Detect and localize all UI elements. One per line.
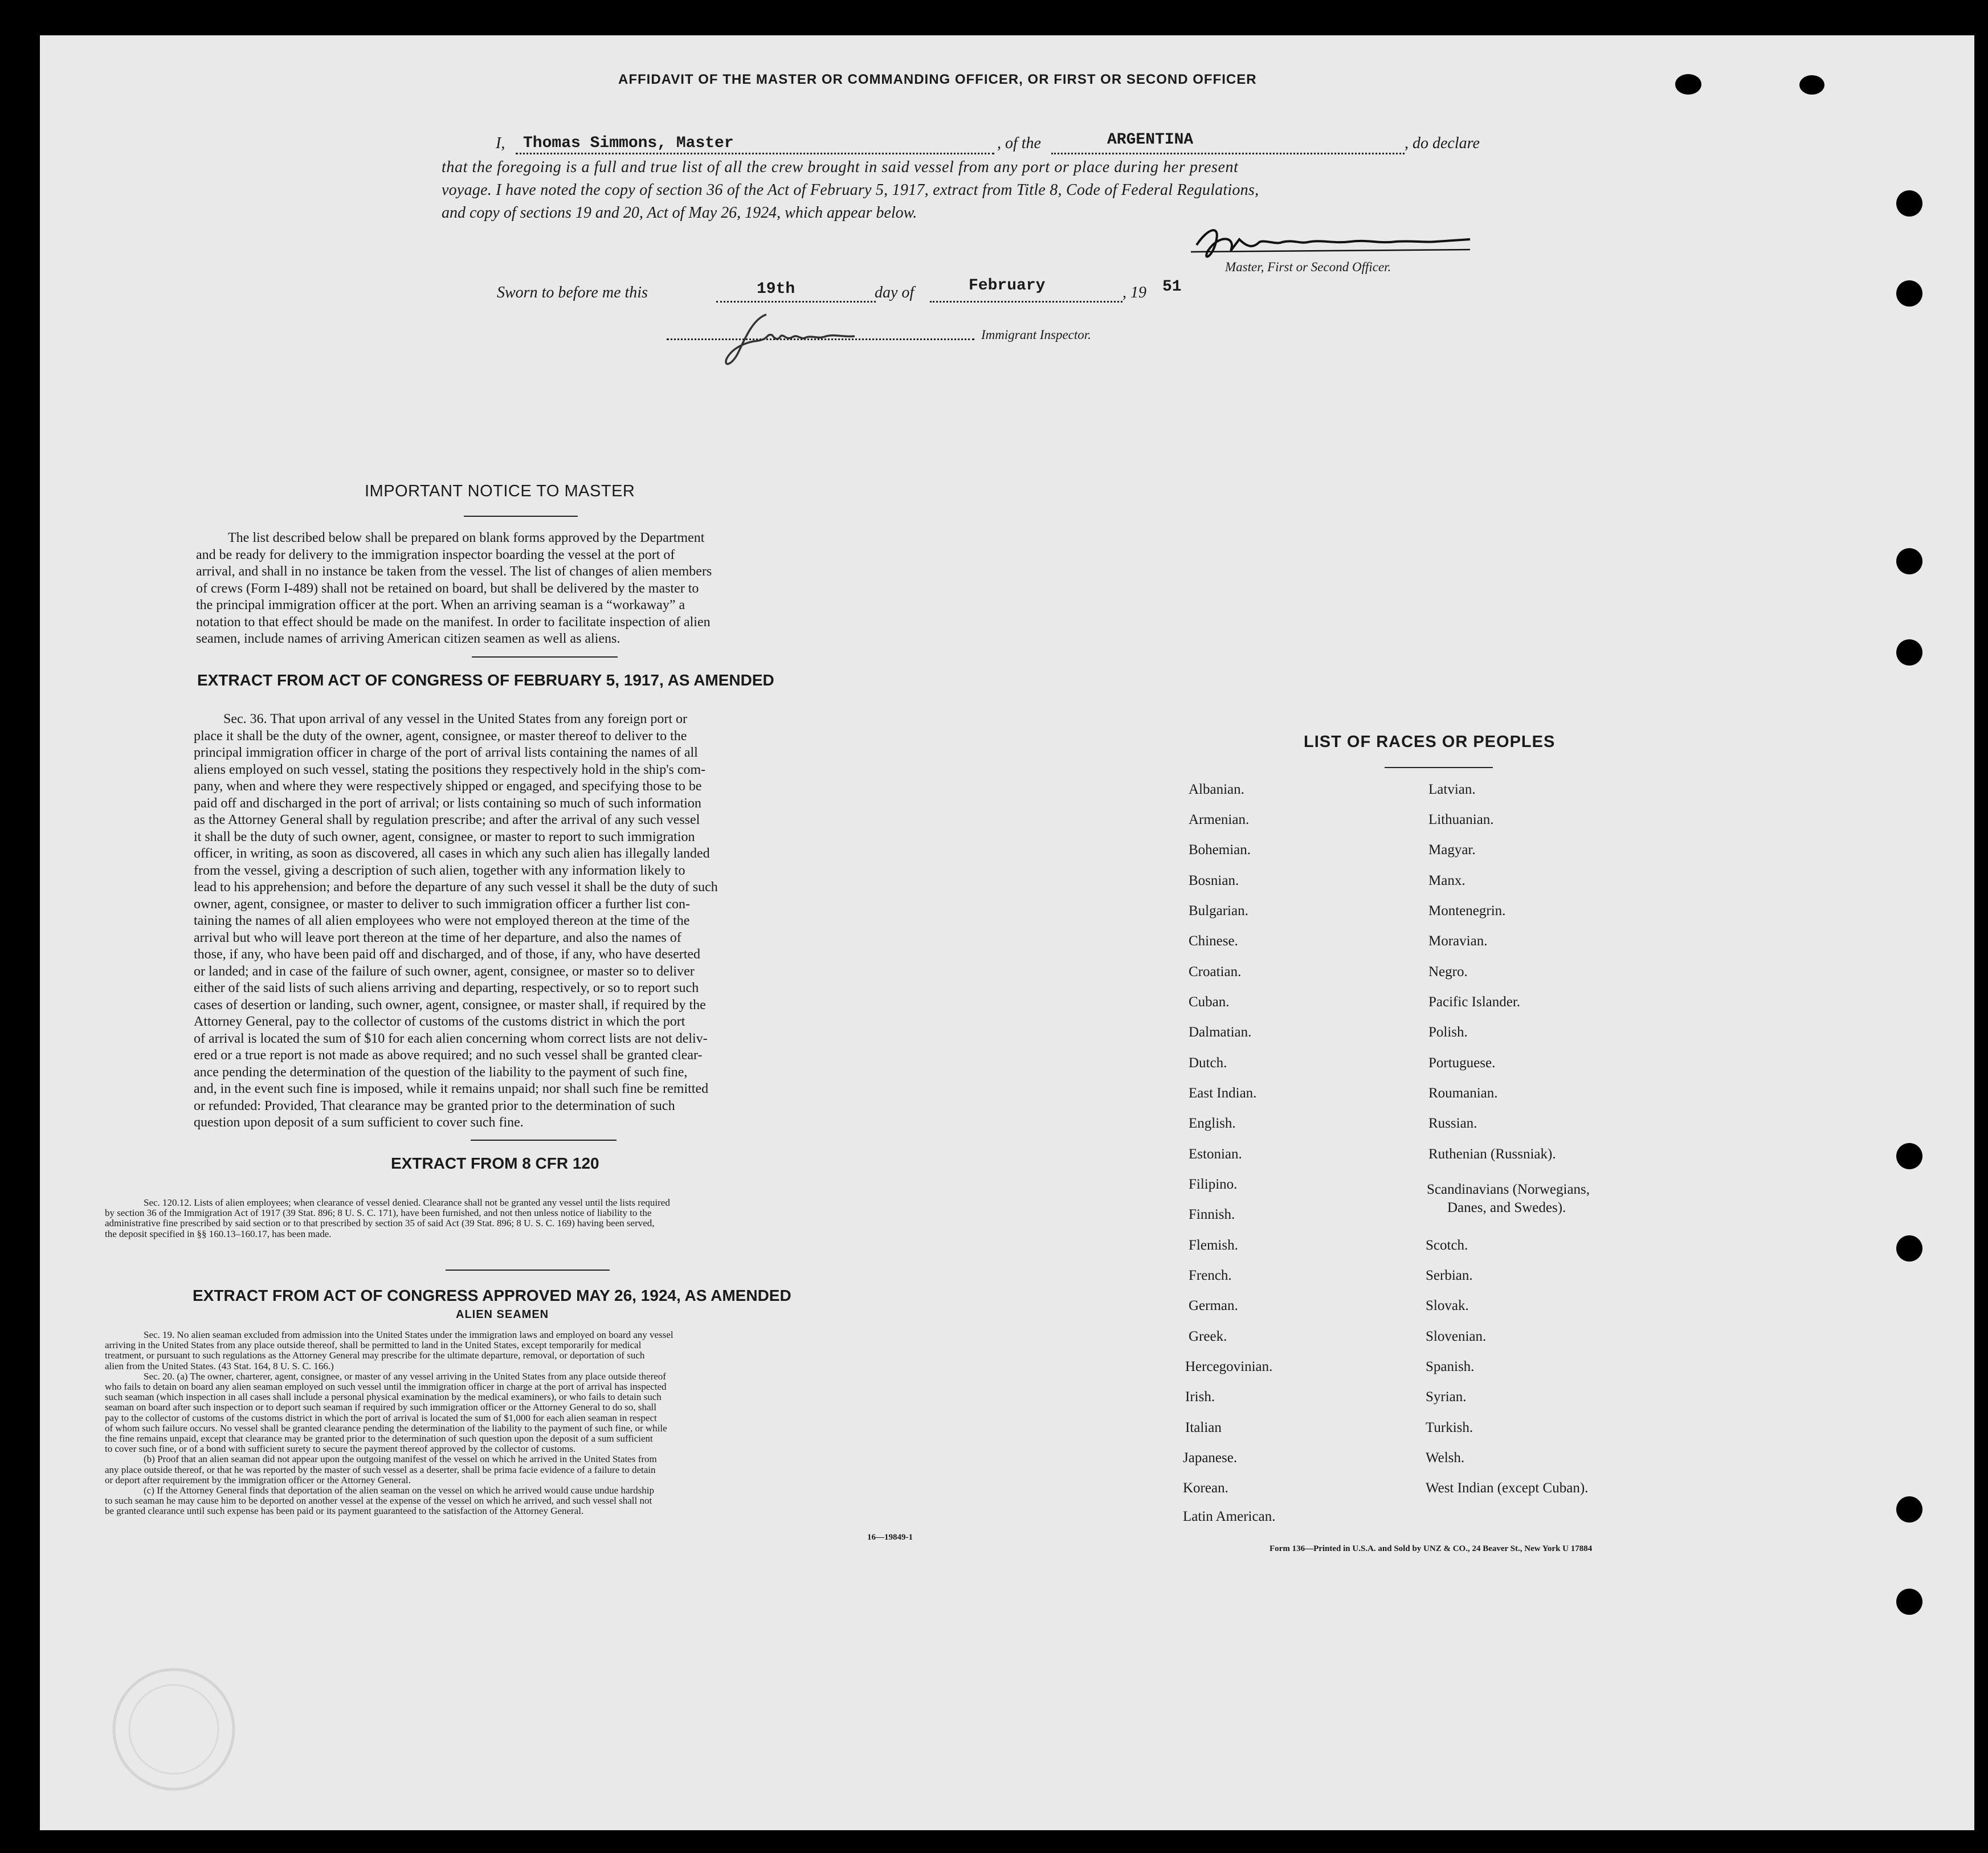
race-item: Latvian.: [1428, 782, 1476, 797]
punch-hole: [1896, 1143, 1922, 1169]
master-name-line: [516, 153, 994, 154]
race-item: Scandinavians (Norwegians,: [1427, 1182, 1590, 1197]
act1917-line: it shall be the duty of such owner, agent, consignee, or master to report to such immigration: [194, 829, 695, 844]
year-field: 51: [1162, 278, 1182, 296]
declare-prefix: I,: [496, 134, 505, 152]
act1917-line: question upon deposit of a sum sufficient to cover such fine.: [194, 1115, 524, 1130]
act1924-line: any place outside thereof, or that he was reported by the master of such vessel as a deserter, shall be prima facie evidence of a failure to detain: [105, 1464, 656, 1475]
cfr-title: EXTRACT FROM 8 CFR 120: [391, 1154, 599, 1172]
act1924-line: alien from the United States. (43 Stat. 164, 8 U. S. C. 166.): [105, 1360, 334, 1372]
act1917-line: Sec. 36. That upon arrival of any vessel in the United States from any foreign port or: [223, 712, 688, 726]
race-item: Montenegrin.: [1428, 903, 1506, 919]
race-item: Danes, and Swedes).: [1447, 1200, 1566, 1215]
act1917-line: or refunded: Provided, That clearance may be granted prior to the determination of such: [194, 1098, 675, 1113]
sworn-prefix: Sworn to before me this: [497, 284, 648, 301]
race-item: Korean.: [1183, 1480, 1228, 1496]
race-item: Japanese.: [1183, 1450, 1238, 1466]
act1917-line: pany, when and where they were respectively shipped or engaged, and specifying those to be: [194, 779, 702, 794]
race-item: Armenian.: [1189, 812, 1250, 827]
act1917-line: or landed; and in case of the failure of such owner, agent, consignee, or master so to deliver: [194, 964, 695, 979]
race-item: Cuban.: [1189, 994, 1230, 1010]
act1924-line: arriving in the United States from any place outside thereof, shall be permitted to land in the United States, except temporarily for medical: [105, 1340, 642, 1351]
race-item: Finnish.: [1189, 1207, 1235, 1222]
of-the-label: , of the: [997, 134, 1041, 152]
notice-line: arrival, and shall in no instance be taken from the vessel. The list of changes of alien members: [196, 564, 712, 579]
punch-hole: [1896, 639, 1922, 666]
punch-hole: [1896, 1496, 1922, 1523]
vessel-name-field: ARGENTINA: [1107, 131, 1194, 149]
act1917-title: EXTRACT FROM ACT OF CONGRESS OF FEBRUARY 5, 1917, AS AMENDED: [197, 671, 774, 689]
act1924-line: (c) If the Attorney General finds that deportation of the alien seaman on the vessel on which he arrived would cause undue hardship: [144, 1485, 654, 1496]
race-item: Syrian.: [1426, 1389, 1467, 1405]
cfr-line: the deposit specified in §§ 160.13–160.17, has been made.: [105, 1228, 332, 1239]
race-item: Flemish.: [1189, 1238, 1238, 1253]
races-title: LIST OF RACES OR PEOPLES: [1304, 733, 1556, 751]
ink-smudge: [1799, 75, 1824, 95]
act1924-line: such seaman (which inspection in all cases shall include a personal physical examination by the medical examiners), or who fails to detain such: [105, 1391, 662, 1403]
affidavit-title: AFFIDAVIT OF THE MASTER OR COMMANDING OFFICER, OR FIRST OR SECOND OFFICER: [618, 72, 1257, 87]
race-item: Lithuanian.: [1428, 812, 1494, 827]
act1924-line: pay to the collector of customs of the customs district in which the port of arrival is located the sum of $1,000 for each alien seaman in respect: [105, 1412, 657, 1423]
act1917-line: aliens employed on such vessel, stating the positions they respectively hold in the ship's com-: [194, 762, 706, 777]
section-divider: [471, 1140, 617, 1141]
race-item: Turkish.: [1426, 1420, 1473, 1435]
embossed-seal: [108, 1664, 239, 1795]
section-divider: [472, 656, 618, 658]
notice-line: seamen, include names of arriving American citizen seamen as well as aliens.: [196, 631, 621, 646]
punch-hole: [1896, 1235, 1922, 1262]
notice-line: the principal immigration officer at the port. When an arriving seaman is a “workaway” a: [196, 598, 685, 613]
act1917-line: officer, in writing, as soon as discovered, all cases in which any such alien has illegally landed: [194, 846, 710, 861]
race-item: Bohemian.: [1189, 842, 1251, 858]
act1924-line: Sec. 19. No alien seaman excluded from admission into the United States under the immigration laws and employed on board any vessel: [144, 1329, 673, 1340]
declaration-line: and copy of sections 19 and 20, Act of May 26, 1924, which appear below.: [442, 204, 917, 222]
race-item: Moravian.: [1428, 933, 1488, 949]
act1924-line: treatment, or pursuant to such regulations as the Attorney General may prescribe for the ultimate departure, removal, or deportation of such: [105, 1350, 645, 1361]
race-item: Serbian.: [1426, 1268, 1473, 1283]
punch-hole: [1896, 548, 1922, 574]
act1917-line: ered or a true report is not made as above required; and no such vessel shall be granted clear-: [194, 1048, 703, 1063]
race-item: Pacific Islander.: [1428, 994, 1521, 1010]
race-item: Dutch.: [1189, 1055, 1227, 1071]
act1924-line: the fine remains unpaid, except that clearance may be granted prior to the determination of such question upon the deposit of a sum sufficient: [105, 1433, 653, 1444]
cfr-body: [105, 1198, 922, 1239]
notice-line: of crews (Form I-489) shall not be retained on board, but shall be delivered by the master to: [196, 581, 699, 596]
form-code: 16—19849-1: [867, 1533, 913, 1542]
race-item: Slovenian.: [1426, 1329, 1487, 1344]
act1924-title: EXTRACT FROM ACT OF CONGRESS APPROVED MAY 26, 1924, AS AMENDED: [193, 1287, 791, 1304]
sworn-month-line: [930, 301, 1122, 303]
cfr-line: Sec. 120.12. Lists of alien employees; when clearance of vessel denied. Clearance shall not be granted any vessel until the lists required: [144, 1197, 670, 1208]
race-item: German.: [1189, 1298, 1238, 1313]
act1917-line: arrival but who will leave port thereon at the time of her departure, and also the names of: [194, 930, 681, 945]
notice-body: [196, 530, 841, 648]
declaration-line: that the foregoing is a full and true list of all the crew brought in said vessel from any port or place during her present: [442, 158, 1239, 176]
race-item: Scotch.: [1426, 1238, 1468, 1253]
race-item: Bulgarian.: [1189, 903, 1248, 919]
race-item: Portuguese.: [1428, 1055, 1496, 1071]
act1924-line: to cover such fine, or of a bond with sufficient surety to secure the payment thereof approved by the collector of customs.: [105, 1443, 576, 1455]
race-item: Chinese.: [1189, 933, 1238, 949]
punch-hole: [1896, 280, 1922, 307]
act1924-line: seaman on board after such inspection or to deport such seaman if required by such immigration officer or the Attorney General to do so, shall: [105, 1402, 656, 1413]
act1917-line: and, in the event such fine is imposed, while it remains unpaid; nor shall such fine be remitted: [194, 1081, 709, 1096]
race-item: Spanish.: [1426, 1359, 1475, 1374]
act1917-line: principal immigration officer in charge of the port of arrival lists containing the names of all: [194, 745, 698, 760]
act1917-line: Attorney General, pay to the collector of customs of the customs district in which the port: [194, 1014, 685, 1029]
act1924-line: of whom such failure occurs. No vessel shall be granted clearance pending the determination of the liability to the payment of such fine, or while: [105, 1422, 667, 1434]
act1917-line: place it shall be the duty of the owner, agent, consignee, or master thereof to deliver to the: [194, 728, 687, 744]
ink-smudge: [1675, 74, 1701, 95]
act1917-line: cases of desertion or landing, such owner, agent, consignee, or master shall, if required by the: [194, 997, 706, 1013]
act1924-line: be granted clearance until such expense has been paid or its payment guaranteed to the satisfaction of the Attorney General.: [105, 1505, 584, 1517]
race-item: Irish.: [1185, 1389, 1215, 1405]
sworn-day-line: [716, 301, 876, 303]
race-item: Croatian.: [1189, 964, 1242, 979]
notice-title: IMPORTANT NOTICE TO MASTER: [365, 482, 635, 500]
day-of-label: day of: [875, 284, 915, 301]
inspector-signature: [712, 308, 883, 370]
race-item: Ruthenian (Russniak).: [1428, 1146, 1556, 1162]
act1917-line: owner, agent, consignee, or master to deliver to such immigration officer a further list con-: [194, 896, 690, 912]
sworn-month-field: February: [969, 277, 1046, 295]
signature-caption: Master, First or Second Officer.: [1225, 260, 1391, 274]
notice-line: and be ready for delivery to the immigration inspector boarding the vessel at the port of: [196, 547, 675, 562]
cfr-line: administrative fine prescribed by said section or to that prescribed by section 35 of said Act (39 Stat. 896; 8 U. S. C. 169) having been served,: [105, 1218, 655, 1229]
act1924-line: (b) Proof that an alien seaman did not appear upon the outgoing manifest of the vessel on which he arrived in the United States from: [144, 1454, 657, 1465]
act1917-line: as the Attorney General shall by regulation prescribe; and after the arrival of any such vessel: [194, 813, 700, 827]
notice-line: The list described below shall be prepared on blank forms approved by the Department: [228, 530, 705, 545]
race-item: Estonian.: [1189, 1146, 1242, 1162]
printer-footer: Form 136—Printed in U.S.A. and Sold by UNZ & CO., 24 Beaver St., New York U 17884: [1269, 1544, 1593, 1553]
race-item: Manx.: [1428, 873, 1466, 888]
race-item: Dalmatian.: [1189, 1025, 1252, 1040]
race-item: Latin American.: [1183, 1509, 1276, 1524]
race-item: Hercegovinian.: [1185, 1359, 1273, 1374]
race-item: Filipino.: [1189, 1177, 1238, 1192]
race-item: Russian.: [1428, 1116, 1477, 1131]
race-item: Italian: [1185, 1420, 1222, 1435]
act1924-body: [105, 1330, 922, 1517]
race-item: West Indian (except Cuban).: [1426, 1480, 1589, 1496]
act1917-line: paid off and discharged in the port of arrival; or lists containing so much of such information: [194, 795, 701, 811]
act1917-line: from the vessel, giving a description of such alien, together with any information likely to: [194, 863, 685, 878]
punch-hole: [1896, 1589, 1922, 1615]
do-declare-label: , do declare: [1405, 134, 1480, 152]
race-item: English.: [1189, 1116, 1236, 1131]
master-name-field: Thomas Simmons, Master: [523, 134, 734, 152]
race-item: Roumanian.: [1428, 1085, 1498, 1101]
race-item: Greek.: [1189, 1329, 1227, 1344]
act1917-body: [194, 711, 838, 1132]
race-item: Welsh.: [1426, 1450, 1465, 1466]
cfr-line: by section 36 of the Immigration Act of 1917 (39 Stat. 896; 8 U. S. C. 171), have been furnished, and not then unless notice of liability to the: [105, 1207, 652, 1219]
race-item: Negro.: [1428, 964, 1468, 979]
declaration-line: voyage. I have noted the copy of section 36 of the Act of February 5, 1917, extract from Title 8, Code of Federal Regulations,: [442, 181, 1259, 199]
act1924-line: who fails to detain on board any alien seaman employed on such vessel until the immigration officer in charge at the port of arrival has inspected: [105, 1381, 667, 1393]
sworn-day-field: 19th: [757, 280, 795, 298]
race-item: Polish.: [1428, 1025, 1468, 1040]
act1917-line: ance pending the determination of the question of the liability to the payment of such fine,: [194, 1064, 688, 1080]
race-item: East Indian.: [1189, 1085, 1257, 1101]
notice-title-rule: [464, 516, 578, 517]
notice-line: notation to that effect should be made on the manifest. In order to facilitate inspection of alien: [196, 614, 711, 630]
race-item: Albanian.: [1189, 782, 1244, 797]
act1917-line: lead to his apprehension; and before the departure of any such vessel it shall be the duty of such: [194, 880, 718, 895]
race-item: Bosnian.: [1189, 873, 1239, 888]
race-item: French.: [1189, 1268, 1232, 1283]
act1917-line: either of the said lists of such aliens arriving and departing, respectively, or so to report such: [194, 981, 699, 995]
race-item: Slovak.: [1426, 1298, 1469, 1313]
race-item: Magyar.: [1428, 842, 1476, 858]
act1924-line: to such seaman he may cause him to be deported on another vessel at the expense of the vessel on which he arrived, and such vessel shall not: [105, 1495, 652, 1507]
act1917-line: of arrival is located the sum of $10 for each alien concerning whom correct lists are not deliv-: [194, 1031, 708, 1046]
section-divider: [446, 1270, 610, 1271]
act1924-subtitle: ALIEN SEAMEN: [456, 1308, 549, 1321]
inspector-caption: Immigrant Inspector.: [981, 328, 1091, 342]
year-prefix: , 19: [1122, 284, 1146, 301]
punch-hole: [1896, 190, 1922, 217]
act1917-line: those, if any, who have been paid off and discharged, and of those, if any, who have deserted: [194, 947, 701, 962]
act1917-line: taining the names of all alien employees who were not employed thereon at the time of the: [194, 913, 690, 928]
vessel-name-line: [1051, 153, 1405, 154]
act1924-line: Sec. 20. (a) The owner, charterer, agent, consignee, or master of any vessel arriving in the United States from any place outside thereof: [144, 1370, 666, 1382]
act1924-line: or deport after requirement by the immigration officer or the Attorney General.: [105, 1474, 411, 1485]
races-title-rule: [1385, 767, 1493, 768]
